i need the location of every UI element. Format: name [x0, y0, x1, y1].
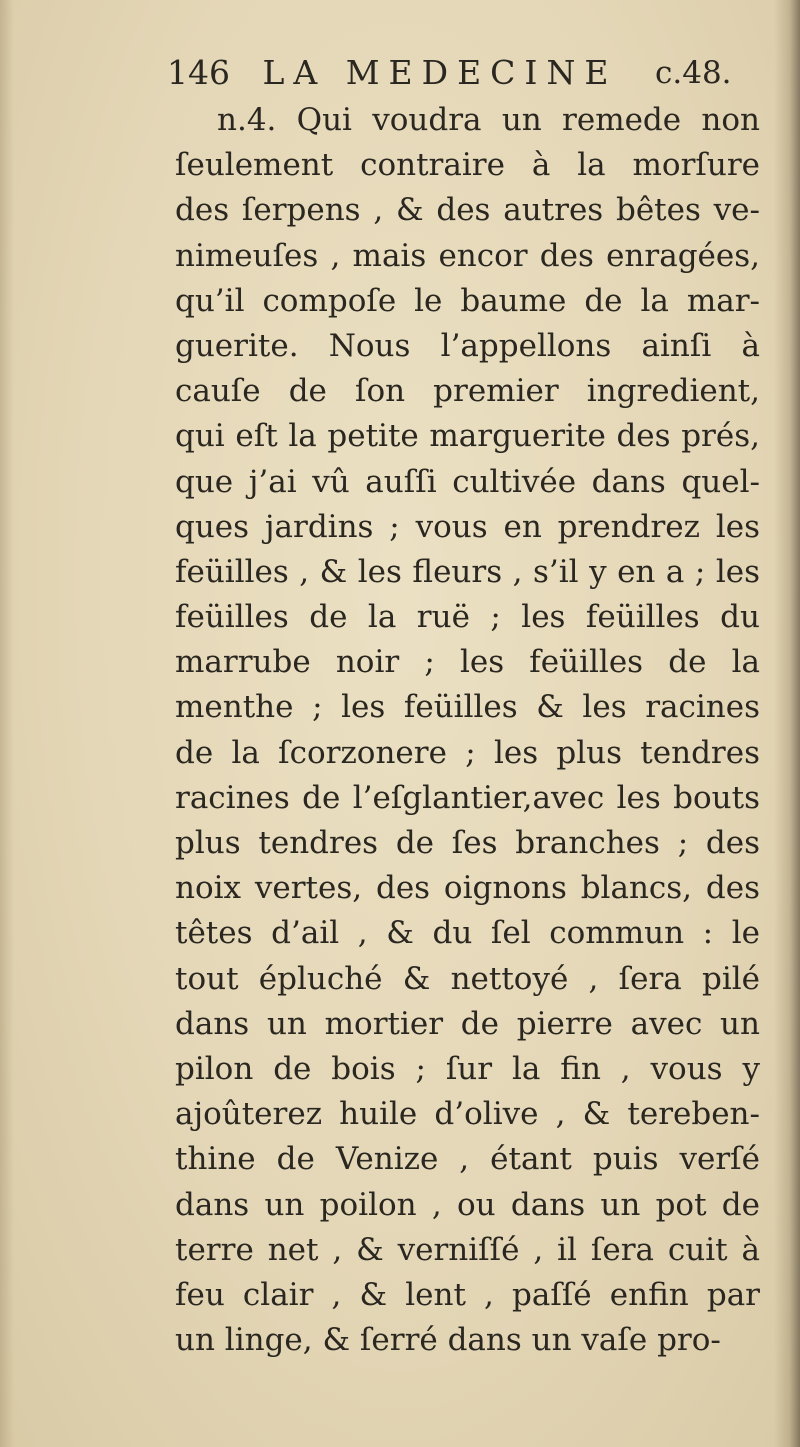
text-line: terre net , & verniſſé , il ſera cuit à — [175, 1231, 760, 1268]
binding-gutter-shadow — [774, 0, 800, 1447]
text-line: ſeulement contraire à la morſure — [175, 147, 760, 184]
text-line: qu’il compoſe le baume de la mar- — [175, 282, 760, 319]
text-line: n.4. Qui voudra un remede non — [217, 102, 760, 138]
text-line: que j’ai vû auſſi cultivée dans quel- — [175, 463, 760, 500]
running-title: LA MEDECINE — [262, 53, 618, 92]
text-line: noix vertes, des oignons blancs, des — [175, 870, 760, 907]
body-paragraph — [175, 98, 760, 1363]
text-line: un linge, & ſerré dans un vaſe pro- — [175, 1322, 721, 1359]
text-line: dans un mortier de pierre avec un — [175, 1005, 760, 1042]
text-line: qui eſt la petite marguerite des prés, — [175, 418, 760, 455]
page-number: 146 — [167, 53, 230, 92]
text-line: marrube noir ; les feüilles de la — [175, 644, 760, 681]
text-line: menthe ; les feüilles & les racines — [175, 689, 760, 726]
text-line: racines de l’eſglantier,avec les bouts — [175, 779, 760, 816]
running-header — [167, 48, 767, 98]
text-line: ajoûterez huile d’olive , & tereben- — [175, 1096, 760, 1133]
text-line: de la ſcorzonere ; les plus tendres — [175, 734, 760, 771]
text-line: dans un poilon , ou dans un pot de — [175, 1186, 760, 1223]
text-line: tout épluché & nettoyé , ſera pilé — [175, 960, 760, 997]
text-line: thine de Venize , étant puis verſé — [175, 1141, 760, 1178]
text-line: têtes d’ail , & du ſel commun : le — [175, 915, 760, 952]
text-line: feüilles de la ruë ; les feüilles du — [175, 599, 760, 636]
text-line: des ſerpens , & des autres bêtes ve- — [175, 192, 760, 229]
text-line: guerite. Nous l’appellons ainſi à — [175, 327, 760, 364]
text-line: pilon de bois ; ſur la fin , vous y — [175, 1050, 760, 1087]
page-left-edge — [0, 0, 14, 1447]
text-line: nimeuſes , mais encor des enragées, — [175, 237, 760, 274]
text-line: feu clair , & lent , paſſé enfin par — [175, 1276, 760, 1313]
chapter-reference: c.48. — [655, 55, 732, 91]
text-line: ques jardins ; vous en prendrez les — [175, 508, 760, 545]
text-line: feüilles , & les fleurs , s’il y en a ; les — [175, 553, 760, 590]
text-line: cauſe de ſon premier ingredient, — [175, 373, 760, 410]
text-line: plus tendres de ſes branches ; des — [175, 825, 760, 861]
